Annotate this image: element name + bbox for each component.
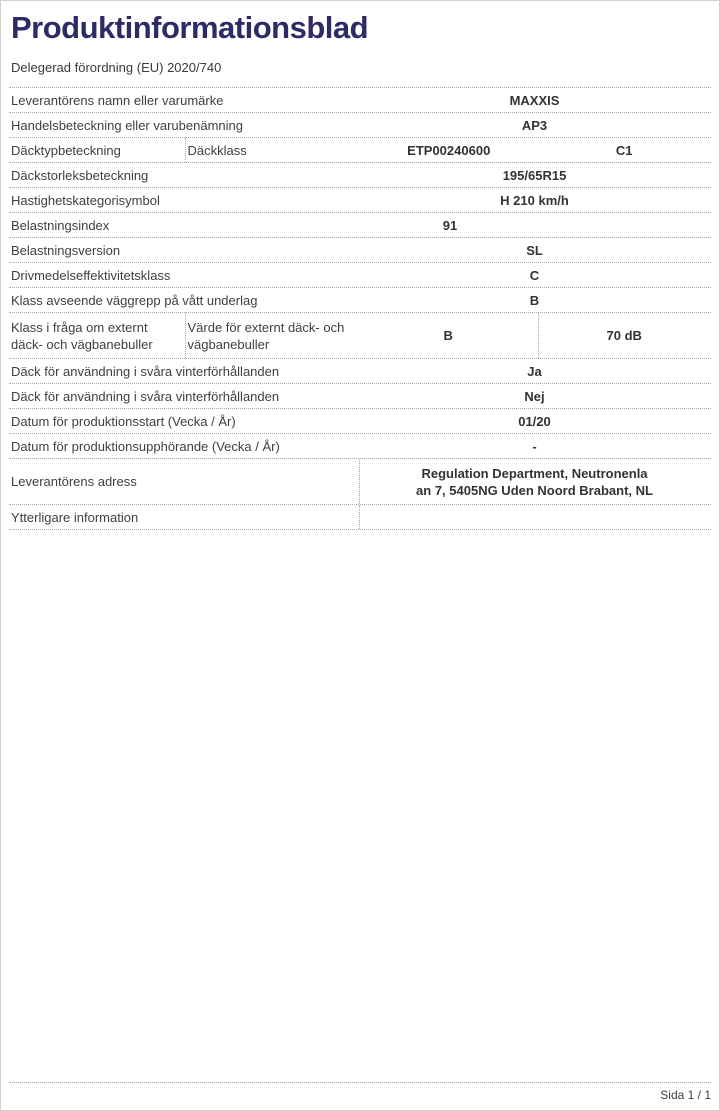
regulation-subtitle: Delegerad förordning (EU) 2020/740 [11, 60, 222, 75]
table-row-additional-info [9, 505, 711, 530]
row-value: AP3 [521, 117, 548, 133]
row-value: B [529, 292, 540, 308]
row-label: Datum för produktionsupphörande (Vecka / År) [11, 438, 280, 454]
table-row-supplier-name [9, 88, 711, 113]
row-label-secondary: Värde för externt däck- och vägbanebuller [187, 319, 345, 352]
row-label: Belastningsversion [11, 242, 121, 258]
document-content [1, 1, 719, 530]
table-row-severe-ice [9, 384, 711, 409]
row-label: Datum för produktionsstart (Vecka / År) [11, 413, 236, 429]
row-value: Nej [524, 388, 545, 404]
table-row-wet-grip [9, 288, 711, 313]
page-title: Produktinformationsblad [11, 10, 369, 45]
table-row-external-noise [9, 313, 711, 359]
row-value [360, 505, 711, 529]
row-label: Leverantörens namn eller varumärke [11, 92, 224, 108]
address-line-2: an 7, 5405NG Uden Noord Brabant, NL [416, 482, 653, 498]
row-label: Däck för användning i svåra vinterförhållanden [11, 388, 280, 404]
supplier-address [416, 465, 653, 499]
row-value: 91 [442, 217, 458, 233]
table-row-severe-snow [9, 359, 711, 384]
row-label: Däcktypbeteckning [9, 138, 186, 162]
row-value: Ja [527, 363, 542, 379]
row-label: Hastighetskategorisymbol [11, 192, 160, 208]
table-row-size-designation [9, 163, 711, 188]
row-label: Klass i fråga om externt däck- och vägbanebuller [9, 313, 186, 358]
table-row-tyre-type [9, 138, 711, 163]
row-label: Däckstorleksbeteckning [11, 167, 149, 183]
row-label: Ytterligare information [9, 505, 360, 529]
row-value: MAXXIS [509, 92, 560, 108]
row-label: Däck för användning i svåra vinterförhållanden [11, 363, 280, 379]
row-value: SL [526, 242, 543, 258]
table-row-production-end [9, 434, 711, 459]
row-value: C [529, 267, 540, 283]
table-row-load-index [9, 213, 711, 238]
row-value: B [360, 313, 539, 358]
table-row-supplier-address [9, 459, 711, 505]
table-row-trade-name [9, 113, 711, 138]
row-label-secondary: Däckklass [187, 142, 247, 158]
row-label: Belastningsindex [11, 217, 110, 233]
table-row-speed-symbol [9, 188, 711, 213]
row-value: H 210 km/h [500, 192, 569, 208]
product-info-table [9, 87, 711, 530]
row-spacer [541, 213, 711, 237]
page-footer [9, 1082, 711, 1102]
row-value: 01/20 [518, 413, 551, 429]
row-value: ETP00240600 [407, 142, 491, 158]
table-row-production-start [9, 409, 711, 434]
address-line-1: Regulation Department, Neutronenla [421, 465, 648, 481]
row-value-secondary: 70 dB [606, 328, 642, 343]
table-row-fuel-efficiency [9, 263, 711, 288]
row-value-secondary: C1 [615, 142, 633, 158]
row-label: Klass avseende väggrepp på vått underlag [11, 292, 258, 308]
row-label: Handelsbeteckning eller varubenämning [11, 117, 243, 133]
row-value [360, 459, 711, 504]
row-value: 195/65R15 [502, 167, 567, 183]
row-value: - [532, 438, 537, 454]
page-number: Sida 1 / 1 [660, 1088, 711, 1102]
table-row-load-version [9, 238, 711, 263]
row-label: Drivmedelseffektivitetsklass [11, 267, 171, 283]
row-label: Leverantörens adress [9, 459, 360, 504]
